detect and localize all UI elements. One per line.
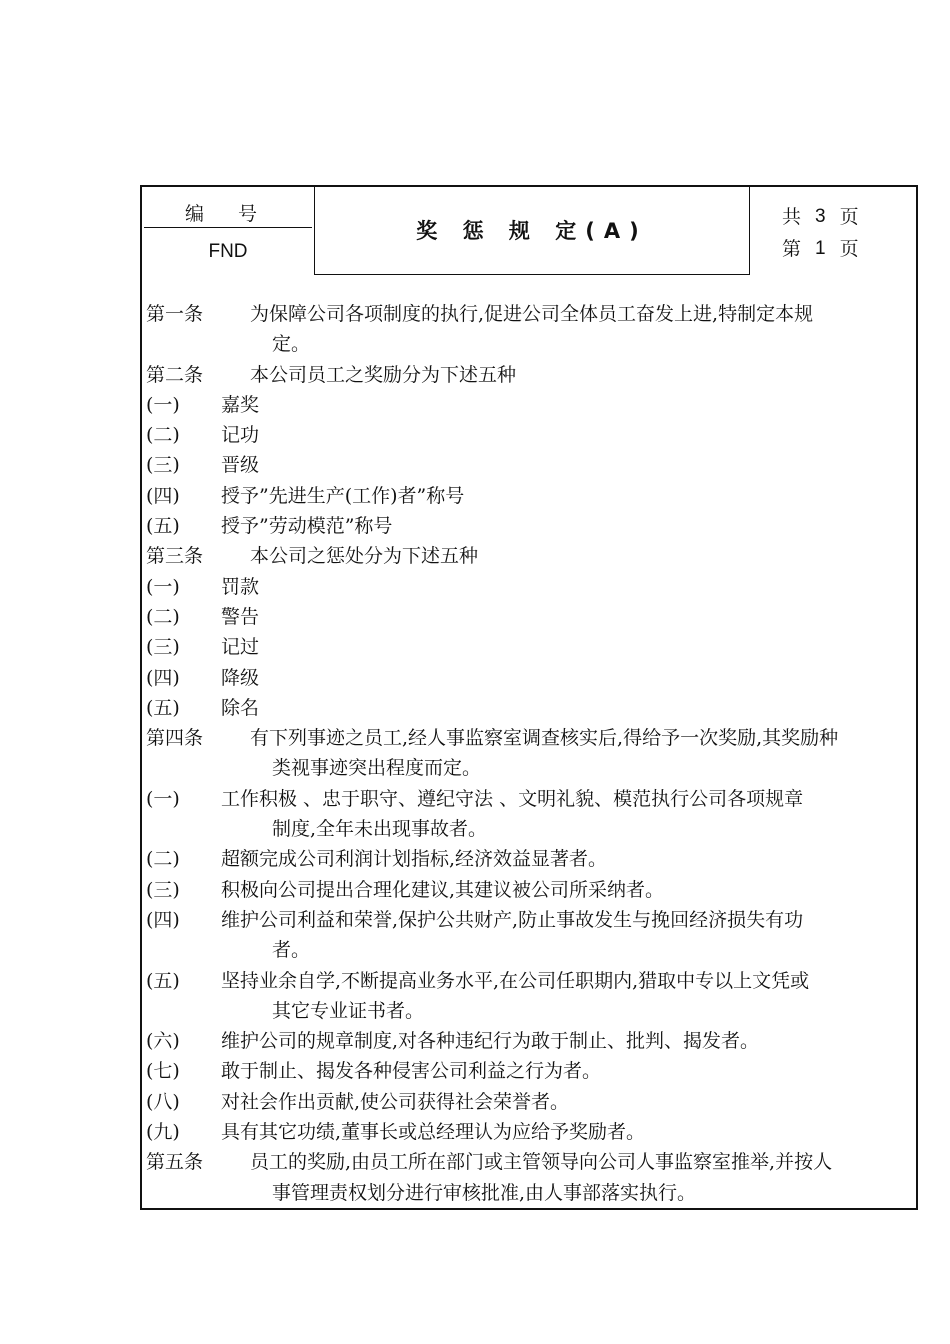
total-pages-prefix: 共 [782, 206, 802, 228]
code-value: FND [208, 241, 248, 262]
line-text: 嘉奖 [221, 393, 260, 416]
article-number: 第四条 [146, 727, 204, 750]
line-text: 员工的奖励,由员工所在部门或主管领导向公司人事监察室推举,并按人 [250, 1151, 833, 1174]
line-text: 制度,全年未出现事故者。 [272, 818, 488, 841]
line-text: 本公司员工之奖励分为下述五种 [250, 363, 517, 386]
clause-line [146, 875, 916, 905]
clause-line [146, 905, 916, 935]
code-label: 编 号 [184, 203, 272, 225]
title-cell [314, 185, 750, 275]
article-number: 第一条 [146, 303, 204, 325]
clause-number: (三) [146, 454, 180, 477]
line-text: 超额完成公司利润计划指标,经济效益显著者。 [221, 848, 608, 871]
line-text: 本公司之惩处分为下述五种 [250, 545, 479, 568]
clause-line [146, 844, 916, 874]
line-text: 除名 [221, 696, 260, 719]
code-cell [142, 187, 314, 275]
article-line [146, 723, 916, 753]
line-text: 定。 [272, 333, 311, 356]
clause-number: (一) [146, 393, 180, 416]
clause-number: (一) [146, 787, 180, 810]
line-text: 坚持业余自学,不断提高业务水平,在公司任职期内,猎取中专以上文凭或 [221, 969, 810, 992]
article-line [146, 299, 916, 329]
current-page-value: 1 [815, 238, 826, 259]
clause-number: (八) [146, 1090, 180, 1113]
clause-line [146, 481, 916, 511]
clause-line [146, 450, 916, 480]
continuation-line [146, 996, 916, 1026]
clause-number: (四) [146, 908, 180, 931]
clause-line [146, 602, 916, 632]
line-text: 者。 [272, 939, 311, 962]
line-text: 类视事迹突出程度而定。 [272, 757, 482, 780]
clause-number: (四) [146, 666, 180, 689]
clause-line [146, 784, 916, 814]
line-text: 为保障公司各项制度的执行,促进公司全体员工奋发上进,特制定本规 [250, 303, 814, 325]
line-text: 降级 [221, 666, 260, 689]
clause-number: (四) [146, 484, 180, 507]
clause-number: (二) [146, 424, 180, 447]
line-text: 积极向公司提出合理化建议,其建议被公司所采纳者。 [221, 878, 665, 901]
document-frame [140, 185, 918, 1210]
line-text: 有下列事迹之员工,经人事监察室调查核实后,得给予一次奖励,其奖励种 [250, 727, 839, 750]
clause-line [146, 1087, 916, 1117]
line-text: 罚款 [221, 575, 260, 598]
current-page-prefix: 第 [782, 238, 802, 260]
article-number: 第三条 [146, 545, 204, 568]
article-number: 第五条 [146, 1151, 204, 1174]
clause-line [146, 693, 916, 723]
line-text: 具有其它功绩,董事长或总经理认为应给予奖励者。 [221, 1121, 646, 1144]
clause-line [146, 572, 916, 602]
total-pages [782, 201, 902, 233]
line-text: 维护公司的规章制度,对各种违纪行为敢于制止、批判、揭发者。 [221, 1030, 760, 1053]
continuation-line [146, 935, 916, 965]
document-title: 奖 惩 规 定(A) [416, 219, 648, 243]
line-text: 授予”先进生产(工作)者”称号 [221, 484, 465, 507]
clause-line [146, 663, 916, 693]
clause-number: (五) [146, 969, 180, 992]
current-page-suffix: 页 [839, 238, 859, 260]
article-line [146, 541, 916, 571]
total-pages-suffix: 页 [839, 206, 859, 228]
clause-number: (二) [146, 848, 180, 871]
line-text: 维护公司利益和荣誉,保护公共财产,防止事故发生与挽回经济损失有功 [221, 908, 804, 931]
clause-number: (七) [146, 1060, 180, 1083]
article-number: 第二条 [146, 363, 204, 386]
clause-number: (一) [146, 575, 180, 598]
article-line [146, 1147, 916, 1177]
line-text: 事管理责权划分进行审核批准,由人事部落实执行。 [272, 1181, 697, 1204]
line-text: 记过 [221, 636, 260, 659]
code-divider [144, 227, 312, 228]
clause-line [146, 390, 916, 420]
line-text: 工作积极 、忠于职守、遵纪守法 、文明礼貌、模范执行公司各项规章 [221, 787, 804, 810]
clause-line [146, 1117, 916, 1147]
clause-line [146, 420, 916, 450]
clause-line [146, 511, 916, 541]
clause-line [146, 1026, 916, 1056]
article-line [146, 360, 916, 390]
line-text: 授予”劳动模范”称号 [221, 515, 393, 538]
line-text: 晋级 [221, 454, 260, 477]
clause-line [146, 1056, 916, 1086]
continuation-line [146, 814, 916, 844]
clause-line [146, 966, 916, 996]
page-info [782, 201, 902, 265]
clause-number: (三) [146, 636, 180, 659]
clause-number: (三) [146, 878, 180, 901]
continuation-line [146, 753, 916, 783]
regulation-body [146, 299, 916, 1208]
line-text: 敢于制止、揭发各种侵害公司利益之行为者。 [221, 1060, 602, 1083]
continuation-line [146, 1178, 916, 1208]
clause-number: (五) [146, 515, 180, 538]
line-text: 警告 [221, 605, 260, 628]
continuation-line [146, 329, 916, 359]
line-text: 对社会作出贡献,使公司获得社会荣誉者。 [221, 1090, 570, 1113]
clause-line [146, 632, 916, 662]
total-pages-value: 3 [815, 206, 826, 227]
current-page [782, 233, 902, 265]
line-text: 记功 [221, 424, 260, 447]
clause-number: (六) [146, 1030, 180, 1053]
clause-number: (五) [146, 696, 180, 719]
line-text: 其它专业证书者。 [272, 999, 425, 1022]
clause-number: (二) [146, 605, 180, 628]
clause-number: (九) [146, 1121, 180, 1144]
